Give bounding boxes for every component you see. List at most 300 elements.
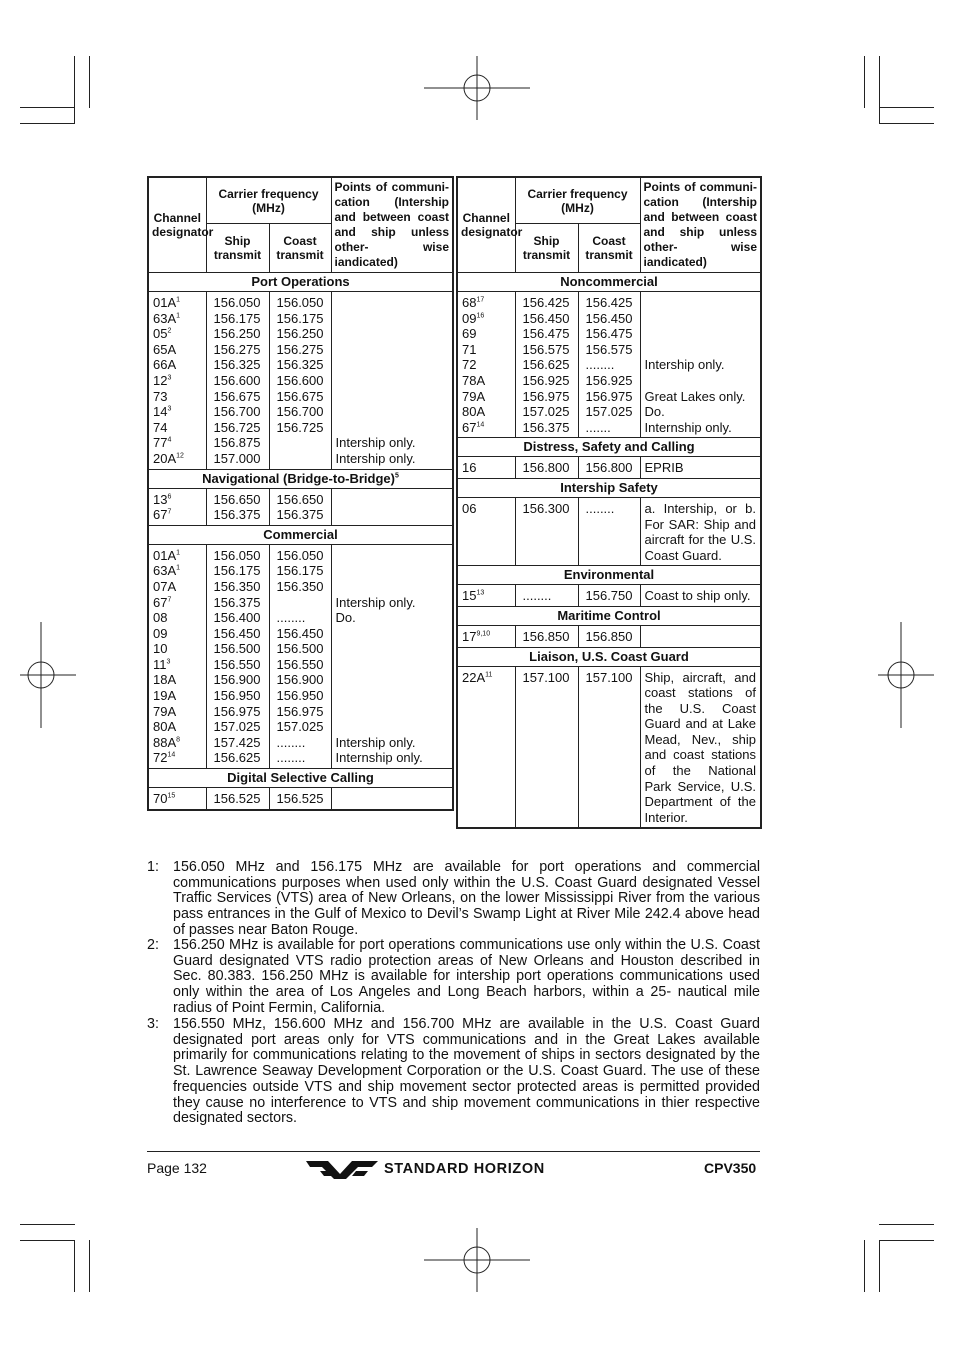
channel-designator (153, 357, 202, 373)
ship-frequency (214, 435, 265, 451)
ship-frequency-text: 156.450 (522, 310, 570, 326)
channel-designator (153, 492, 202, 508)
point-of-communication (336, 357, 449, 373)
point-of-communication: a. Intership, or b. For SAR: Ship and aircraft for the U.S. Coast Guard. (644, 500, 756, 563)
point-of-communication-text: Intership only. (335, 450, 416, 466)
ship-frequency (523, 326, 574, 342)
channel-designator (153, 719, 202, 735)
channel-designator (462, 326, 511, 342)
col-header-points: Points of communi- cation (Intership and between coast and ship unless other- wise iandicated) (640, 177, 761, 273)
col-header-coast: Coast transmit (269, 224, 331, 273)
ship-frequency (214, 389, 265, 405)
ship-frequency (214, 719, 265, 735)
channel-designator (153, 704, 202, 720)
coast-frequency-text: 156.500 (276, 641, 324, 657)
channel-designator-text: 67 (153, 507, 168, 523)
ship-frequency-text: 157.100 (522, 669, 570, 685)
channel-designator-text: 06 (462, 500, 477, 516)
coast-frequency (277, 704, 327, 720)
channel-designator (153, 563, 202, 579)
ship-frequency (214, 610, 265, 626)
ship-freq-cell (515, 497, 578, 565)
points-cell (640, 457, 761, 479)
footnote-ref: 11 (485, 671, 493, 679)
coast-frequency-text: 156.975 (276, 703, 324, 719)
channel-designator-text: 74 (153, 419, 168, 435)
coast-frequency (586, 588, 636, 604)
ship-frequency-text: 157.000 (213, 450, 261, 466)
coast-frequency (277, 435, 327, 451)
section-header-row (148, 273, 453, 292)
ship-frequency (214, 657, 265, 673)
section-title (457, 647, 761, 666)
footnote-ref: 1 (176, 564, 181, 572)
channel-designator-text: 09 (462, 310, 477, 326)
channel-designator-text: 20A (153, 450, 177, 466)
section-data-row (148, 488, 453, 525)
point-of-communication-text: Intership only. (644, 357, 725, 373)
channel-designator (462, 389, 511, 405)
channel-designator (153, 311, 202, 327)
ship-frequency-text: 156.575 (522, 341, 570, 357)
channel-cell (457, 457, 515, 479)
channel-cell (457, 585, 515, 607)
channel-designator (462, 420, 511, 436)
coast-frequency (277, 389, 327, 405)
point-of-communication (336, 451, 449, 467)
ship-frequency-text: 156.525 (213, 791, 261, 807)
channel-designator (153, 451, 202, 467)
ship-frequency (523, 404, 574, 420)
ship-frequency (214, 507, 265, 523)
points-cell (640, 292, 761, 438)
coast-frequency (277, 610, 327, 626)
page-number: Page 132 (147, 1160, 207, 1176)
coast-frequency-text: 156.750 (585, 588, 633, 604)
coast-frequency-text: 156.925 (585, 372, 633, 388)
footnote-text: 156.550 MHz, 156.600 MHz and 156.700 MHz are available in the U.S. Coast Guard designated port areas only for VTS communications and in the Great Lakes available primarily for communications relating to the movement of ships in sectors designated by the St. Lawrence Seaway Development Corporation or the U.S. Coast Guard. The use of these frequencies outside VTS and ship movement sector protected areas is permitted provided they cause no interference to VTS and ship movement communications in thier respective designated sectors. (173, 1016, 760, 1127)
channel-cell (148, 788, 206, 810)
channel-designator (153, 672, 202, 688)
point-of-communication-text: Internship only. (335, 750, 423, 766)
point-of-communication (336, 595, 449, 611)
ship-freq-cell (515, 457, 578, 479)
coast-frequency-text: 156.425 (585, 295, 633, 310)
point-of-communication-text: Coast to ship only. (644, 588, 751, 604)
channel-designator-text: 78A (462, 372, 486, 388)
channel-designator-text: 01A (153, 295, 177, 310)
section-title-text: Liaison, U.S. Coast Guard (529, 648, 689, 664)
channel-designator (462, 629, 511, 645)
footnote-text: 156.250 MHz is available for port operations communications use only within the U.S. Coast Guard designated VTS radio protection areas of New Orleans and Houston described in Sec. 80.383. 156.250 MHz is available for intership port operations communications used only within the area of Los Angeles and Long Beach harbors, within a 25- nautical mile radius of Point Fermin, California. (173, 937, 760, 1016)
points-cell (640, 625, 761, 647)
coast-freq-cell (578, 497, 640, 565)
coast-frequency (277, 404, 327, 420)
channel-designator-text: 22A (462, 669, 486, 685)
footnote-ref: 3 (167, 374, 172, 382)
channel-designator (153, 404, 202, 420)
model-name: CPV350 (704, 1160, 757, 1176)
footnote-ref: 9,10 (476, 630, 491, 638)
coast-frequency-text: ........ (585, 357, 615, 373)
ship-frequency (214, 735, 265, 751)
coast-frequency (277, 657, 327, 673)
coast-freq-cell (578, 666, 640, 828)
coast-frequency (277, 311, 327, 327)
point-of-communication (336, 626, 449, 642)
ship-frequency (214, 548, 265, 564)
channel-designator-text: 80A (462, 404, 486, 420)
channel-designator (153, 610, 202, 626)
coast-frequency (277, 357, 327, 373)
coast-frequency (277, 295, 327, 311)
section-header-row (457, 566, 761, 585)
points-cell (640, 585, 761, 607)
section-title-text: Maritime Control (557, 607, 661, 623)
channel-table-left (147, 176, 454, 811)
header-row (148, 177, 453, 224)
ship-freq-cell (515, 292, 578, 438)
channel-designator-text: 15 (462, 588, 477, 604)
footnote-ref: 2 (167, 327, 172, 335)
point-of-communication (336, 389, 449, 405)
channel-designator-text: 69 (462, 326, 477, 342)
channel-designator-text: 72 (153, 750, 168, 766)
col-header-carrier: Carrier frequency (MHz) (515, 177, 640, 224)
ship-freq-cell (515, 625, 578, 647)
ship-frequency-text: 156.475 (522, 326, 570, 342)
section-title (148, 273, 453, 292)
point-of-communication (336, 610, 449, 626)
coast-frequency (277, 492, 327, 508)
channel-designator (153, 791, 202, 807)
ship-frequency (214, 672, 265, 688)
footnote-1 (147, 860, 760, 939)
point-of-communication-text: Internship only. (644, 419, 732, 435)
point-of-communication (645, 588, 757, 604)
coast-frequency (586, 342, 636, 358)
channel-designator-text: 16 (462, 460, 477, 476)
ship-frequency (214, 750, 265, 766)
point-of-communication (645, 342, 757, 358)
ship-frequency-text: 156.875 (213, 435, 261, 451)
ship-frequency (523, 629, 574, 645)
channel-designator-text: 65A (153, 341, 177, 357)
section-data-row (457, 457, 761, 479)
channel-designator (462, 311, 511, 327)
coast-frequency (277, 672, 327, 688)
ship-frequency-text: 156.625 (213, 750, 261, 766)
point-of-communication (645, 404, 757, 420)
point-of-communication (645, 460, 757, 476)
point-of-communication (336, 420, 449, 436)
channel-cell (148, 292, 206, 470)
channel-designator (153, 435, 202, 451)
ship-frequency (214, 326, 265, 342)
channel-cell (457, 625, 515, 647)
coast-frequency-text: 156.725 (276, 419, 324, 435)
ship-frequency (214, 688, 265, 704)
channel-designator (462, 588, 511, 604)
point-of-communication (336, 295, 449, 311)
section-title (148, 769, 453, 788)
coast-frequency (586, 389, 636, 405)
point-of-communication (645, 295, 757, 311)
section-data-row (457, 625, 761, 647)
ship-frequency (214, 295, 265, 311)
point-of-communication-text: EPRIB (644, 460, 684, 476)
channel-designator (153, 389, 202, 405)
channel-cell (148, 544, 206, 768)
ship-frequency-text: 156.375 (522, 419, 570, 435)
channel-cell (457, 666, 515, 828)
col-header-carrier: Carrier frequency (MHz) (206, 177, 331, 224)
footnote-ref: 12 (176, 452, 184, 460)
coast-frequency (277, 750, 327, 766)
section-title-text: Navigational (Bridge-to-Bridge) (202, 470, 395, 486)
point-of-communication (336, 435, 449, 451)
section-title-text: Noncommercial (560, 274, 658, 289)
coast-frequency (586, 311, 636, 327)
coast-frequency-text: 156.375 (276, 507, 324, 523)
channel-designator (462, 404, 511, 420)
ship-frequency-text: 157.025 (213, 719, 261, 735)
coast-frequency-text: ........ (276, 610, 306, 626)
ship-frequency-text: 156.850 (522, 628, 570, 644)
ship-frequency-text: 156.975 (213, 703, 261, 719)
footnote-ref: 15 (167, 792, 176, 800)
col-header-channel: Channel designator (148, 177, 206, 273)
ship-frequency (523, 373, 574, 389)
coast-frequency-text: 156.450 (276, 625, 324, 641)
channel-designator (153, 507, 202, 523)
ship-frequency (523, 311, 574, 327)
coast-frequency (277, 626, 327, 642)
ship-frequency (214, 357, 265, 373)
channel-designator (153, 626, 202, 642)
channel-designator-text: 63A (153, 563, 177, 579)
channel-designator-text: 08 (153, 610, 168, 626)
registration-mark-right (878, 622, 934, 728)
channel-designator-text: 67 (153, 594, 168, 610)
footer-rule (147, 1151, 760, 1152)
channel-designator-text: 70 (153, 791, 168, 807)
ship-frequency (214, 311, 265, 327)
channel-designator-text: 63A (153, 310, 177, 326)
point-of-communication (336, 719, 449, 735)
channel-designator-text: 72 (462, 357, 477, 373)
ship-freq-cell (206, 488, 269, 525)
coast-frequency-text: 156.975 (585, 388, 633, 404)
coast-frequency-text: 156.450 (585, 310, 633, 326)
channel-designator-text: 71 (462, 341, 477, 357)
point-of-communication (336, 326, 449, 342)
coast-freq-cell (578, 585, 640, 607)
point-of-communication (336, 688, 449, 704)
ship-frequency-text: 156.900 (213, 672, 261, 688)
ship-frequency (523, 588, 574, 604)
ship-frequency (523, 670, 574, 686)
ship-freq-cell (515, 585, 578, 607)
ship-frequency-text: 156.325 (213, 357, 261, 373)
coast-frequency (586, 460, 636, 476)
coast-frequency (586, 629, 636, 645)
section-header-row (148, 769, 453, 788)
footnote-text: 156.050 MHz and 156.175 MHz are available for port operations and commercial communications purposes when used only within the U.S. Coast Guard designated Vessel Traffic Services (VTS) area of New Orleans, on the lower Mississippi River from the various pass entrances in the Gulf of Mexico to Devil’s Swamp Light at River Mile 242.4 above head of passes near Baton Rouge. (173, 859, 760, 938)
ship-freq-cell (206, 292, 269, 470)
section-title-text: Environmental (563, 567, 655, 583)
col-header-channel: Channel designator (457, 177, 515, 273)
channel-designator (153, 750, 202, 766)
coast-frequency (586, 404, 636, 420)
ship-frequency (214, 420, 265, 436)
registration-mark-top (424, 56, 530, 120)
coast-frequency-text: 156.800 (585, 460, 633, 476)
channel-designator-text: 18A (153, 672, 177, 688)
point-of-communication (645, 373, 757, 389)
channel-designator (462, 670, 511, 686)
channel-designator-text: 09 (153, 625, 168, 641)
coast-frequency-text: 156.050 (276, 295, 324, 310)
col-header-coast: Coast transmit (578, 224, 640, 273)
ship-frequency-text: 156.700 (213, 404, 261, 420)
footnote-ref: 7 (167, 508, 172, 516)
ship-frequency-text: 156.050 (213, 547, 261, 563)
point-of-communication (645, 326, 757, 342)
section-data-row (457, 497, 761, 565)
point-of-communication: Ship, aircraft, and coast stations of the U.S. Coast Guard and at Lake Mead, Nev., ship and coast stations of the National Park Service, U.S. Department of the Interior. (644, 669, 756, 825)
channel-designator-text: 12 (153, 372, 168, 388)
coast-frequency-text: ....... (585, 419, 611, 435)
point-of-communication (645, 629, 757, 645)
footnote-number: 2: (147, 937, 159, 953)
coast-frequency (586, 373, 636, 389)
coast-frequency-text: 157.025 (276, 719, 324, 735)
section-title (457, 438, 761, 457)
ship-frequency-text: 156.450 (213, 625, 261, 641)
coast-frequency-text: 156.250 (276, 326, 324, 342)
col-header-points: Points of communi- cation (Intership and between coast and ship unless other- wise iandicated) (331, 177, 453, 273)
channel-designator (153, 548, 202, 564)
section-title (457, 478, 761, 497)
coast-frequency-text: 157.025 (585, 404, 633, 420)
ship-frequency-text: 156.375 (213, 594, 261, 610)
channel-designator-text: 07A (153, 578, 177, 594)
point-of-communication (645, 357, 757, 373)
ship-frequency-text: 156.650 (213, 491, 261, 507)
point-of-communication (336, 791, 449, 807)
coast-frequency-text: 156.850 (585, 628, 633, 644)
coast-frequency (586, 357, 636, 373)
footnote-ref: 14 (476, 421, 485, 429)
point-of-communication (336, 548, 449, 564)
coast-frequency (277, 719, 327, 735)
coast-frequency (586, 670, 636, 686)
channel-designator (153, 595, 202, 611)
footnote-ref: 1 (176, 549, 181, 557)
ship-frequency-text: 156.050 (213, 295, 261, 310)
coast-frequency-text: ........ (276, 734, 306, 750)
coast-frequency (277, 420, 327, 436)
point-of-communication (336, 641, 449, 657)
coast-frequency-text: 156.175 (276, 563, 324, 579)
ship-freq-cell (206, 544, 269, 768)
ship-frequency-text: 156.375 (213, 507, 261, 523)
section-data-row (148, 292, 453, 470)
coast-frequency (586, 420, 636, 436)
channel-designator-text: 17 (462, 628, 477, 644)
ship-frequency-text: 156.625 (522, 357, 570, 373)
point-of-communication (336, 735, 449, 751)
section-title-text: Commercial (263, 526, 338, 542)
section-title (148, 469, 453, 488)
section-title (148, 525, 453, 544)
channel-designator (153, 688, 202, 704)
points-cell (640, 666, 761, 828)
coast-frequency (277, 451, 327, 467)
footnote-ref: 1 (176, 312, 181, 320)
ship-frequency-text: 156.975 (522, 388, 570, 404)
channel-designator (153, 579, 202, 595)
coast-frequency (586, 326, 636, 342)
coast-frequency-text: 157.100 (585, 669, 633, 685)
point-of-communication-text: Intership only. (335, 734, 416, 750)
channel-table-right (456, 176, 762, 829)
points-cell (331, 788, 453, 810)
ship-frequency (214, 579, 265, 595)
point-of-communication-text: Do. (335, 610, 356, 626)
ship-frequency (214, 492, 265, 508)
ship-frequency-text: 156.500 (213, 641, 261, 657)
brand-logo-icon (306, 1158, 378, 1180)
points-cell (331, 544, 453, 768)
coast-freq-cell (269, 292, 331, 470)
channel-designator (153, 657, 202, 673)
point-of-communication-text: Intership only. (335, 594, 416, 610)
brand-name: STANDARD HORIZON (384, 1161, 545, 1177)
section-data-row (148, 788, 453, 810)
section-header-row (457, 478, 761, 497)
channel-designator (462, 295, 511, 311)
coast-freq-cell (578, 457, 640, 479)
channel-designator-text: 10 (153, 641, 168, 657)
channel-designator-text: 01A (153, 547, 177, 563)
point-of-communication (336, 704, 449, 720)
channel-designator-text: 05 (153, 326, 168, 342)
coast-frequency-text: 156.050 (276, 547, 324, 563)
ship-frequency-text: 156.725 (213, 419, 261, 435)
channel-designator-text: 88A (153, 734, 177, 750)
ship-frequency (214, 626, 265, 642)
ship-freq-cell (206, 788, 269, 810)
ship-frequency (523, 357, 574, 373)
ship-frequency (523, 501, 574, 517)
section-title (457, 566, 761, 585)
ship-freq-cell (515, 666, 578, 828)
point-of-communication (336, 404, 449, 420)
coast-frequency (277, 791, 327, 807)
ship-frequency-text: 156.925 (522, 372, 570, 388)
channel-designator (153, 373, 202, 389)
coast-frequency-text: ........ (276, 750, 306, 766)
ship-frequency (214, 595, 265, 611)
channel-cell (148, 488, 206, 525)
point-of-communication (336, 750, 449, 766)
section-title-text: Intership Safety (560, 479, 658, 495)
ship-frequency-text: 157.025 (522, 404, 570, 420)
coast-frequency (277, 641, 327, 657)
coast-frequency-text: 156.525 (276, 791, 324, 807)
